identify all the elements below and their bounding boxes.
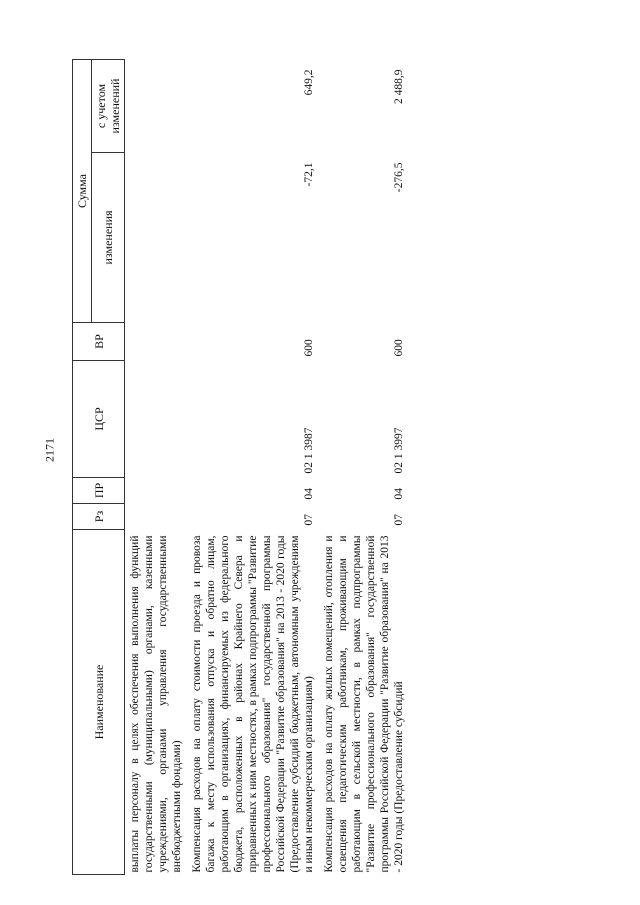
rotated-table-wrapper bbox=[72, 60, 612, 875]
budget-table bbox=[72, 59, 409, 875]
row-pr: 04 bbox=[393, 488, 405, 500]
table-header bbox=[73, 59, 125, 874]
header-csr: ЦСР bbox=[73, 361, 125, 478]
table-body bbox=[125, 59, 410, 874]
row-total: 649,2 bbox=[303, 69, 315, 96]
header-name: Наименование bbox=[73, 530, 125, 875]
row-change: -72,1 bbox=[303, 162, 315, 187]
row-pr: 04 bbox=[303, 488, 315, 500]
page-number: 2171 bbox=[42, 438, 57, 462]
row-rz: 07 bbox=[303, 514, 315, 526]
row-total bbox=[125, 59, 188, 152]
row-rz: 07 bbox=[393, 514, 405, 526]
header-with-changes: с учетом изменений bbox=[92, 59, 125, 152]
row-vr: 600 bbox=[303, 339, 315, 357]
row-csr: 02 1 3987 bbox=[303, 427, 315, 474]
header-changes: изменения bbox=[92, 153, 125, 323]
row-pr bbox=[125, 478, 188, 504]
header-vr: ВР bbox=[73, 323, 125, 361]
table-row bbox=[125, 59, 188, 874]
row-name: Компенсация расходов на оплату жилых помещений, отопления и освещения педагогическим работникам, проживающим и работающим в сельской местности, в рамках подпрограммы "Развитие профессионального образования" государственной программы Российской Федерации "Развитие образования" на 2013 - 2020 годы (Предоставление субсидий bbox=[323, 535, 405, 873]
row-rz bbox=[125, 504, 188, 530]
row-vr bbox=[125, 323, 188, 361]
row-name: Компенсация расходов на оплату стоимости проезда и провоза багажа к месту использования отпуска и обратно лицам, работающим в организациях, финансируемых из федерального бюджета, расположенных в районах Крайнего Севера и приравненных к ним местностях, в рамках подпрограммы "Развитие профессионального образования" государственной программы Российской Федерации "Развитие образования" на 2013 - 2020 годы (Предоставление субсидий бюджетным, автономным учреждениям и иным некоммерческим организациям) bbox=[191, 535, 315, 873]
row-name: выплаты персоналу в целях обеспечения выполнения функций государственными (муниципальными) органами, казенными учреждениями, органами управления государственными внебюджетными фондами) bbox=[129, 535, 183, 873]
header-sum: Сумма bbox=[73, 59, 92, 322]
row-vr: 600 bbox=[393, 339, 405, 357]
table-row bbox=[319, 59, 409, 874]
row-csr bbox=[125, 361, 188, 478]
table-row bbox=[187, 59, 319, 874]
row-csr: 02 1 3997 bbox=[393, 427, 405, 474]
row-total: 2 488,9 bbox=[393, 69, 405, 104]
header-pr: ПР bbox=[73, 478, 125, 504]
row-change bbox=[125, 153, 188, 323]
header-rz: Рз bbox=[73, 504, 125, 530]
row-change: -276,5 bbox=[393, 162, 405, 193]
